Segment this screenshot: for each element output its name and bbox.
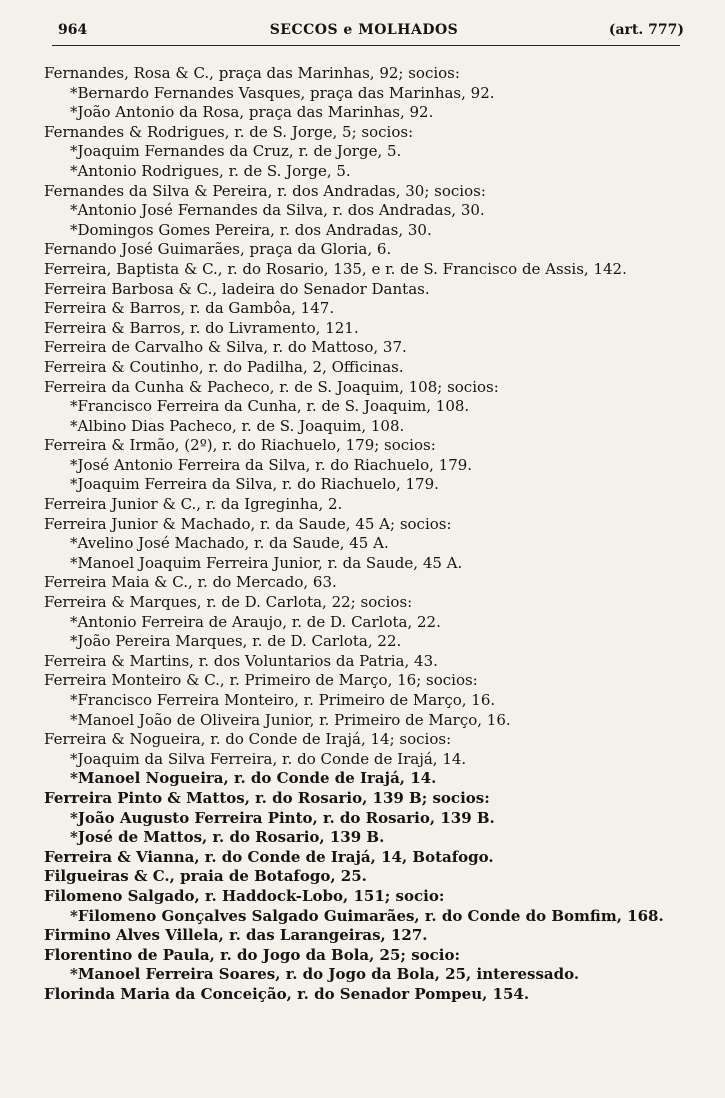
firm-entry: Ferreira Maia & C., r. do Mercado, 63. (44, 573, 337, 592)
firm-entry: Fernando José Guimarães, praça da Gloria, 6. (44, 240, 392, 259)
partner-entry: *Domingos Gomes Pereira, r. dos Andradas, 30. (70, 220, 432, 239)
partner-entry: *João Augusto Ferreira Pinto, r. do Rosario, 139 B. (70, 808, 495, 827)
firm-entry: Ferreira & Coutinho, r. do Padilha, 2, Officinas. (44, 357, 404, 376)
firm-entry: Fernandes, Rosa & C., praça das Marinhas, 92; socios: (44, 64, 460, 82)
firm-entry: Ferreira & Vianna, r. do Conde de Irajá, 14, Botafogo. (44, 847, 494, 866)
firm-entry: Ferreira Junior & C., r. da Igreginha, 2. (44, 495, 343, 514)
firm-entry: Ferreira Barbosa & C., ladeira do Senador Dantas. (44, 279, 430, 298)
page-header (44, 22, 684, 42)
directory-entries (44, 64, 694, 1005)
partner-entry: *Bernardo Fernandes Vasques, praça das Marinhas, 92. (70, 83, 495, 102)
partner-entry: *Manoel João de Oliveira Junior, r. Primeiro de Março, 16. (70, 710, 511, 729)
section-title: SECCOS e MOLHADOS (269, 22, 459, 38)
partner-entry: *Manoel Nogueira, r. do Conde de Irajá, 14. (70, 769, 437, 788)
firm-entry: Ferreira & Marques, r. de D. Carlota, 22; socios: (44, 593, 413, 612)
firm-entry: Ferreira Pinto & Mattos, r. do Rosario, 139 B; socios: (44, 788, 490, 807)
partner-entry: *Antonio Rodrigues, r. de S. Jorge, 5. (70, 161, 351, 180)
firm-entry: Florinda Maria da Conceição, r. do Senador Pompeu, 154. (44, 984, 530, 1003)
partner-entry: *Manoel Joaquim Ferreira Junior, r. da Saude, 45 A. (70, 553, 463, 572)
firm-entry: Ferreira Junior & Machado, r. da Saude, 45 A; socios: (44, 514, 452, 533)
partner-entry: *Albino Dias Pacheco, r. de S. Joaquim, 108. (70, 416, 405, 435)
partner-entry: *Filomeno Gonçalves Salgado Guimarães, r. do Conde do Bomfim, 168. (70, 906, 664, 925)
partner-entry: *Avelino José Machado, r. da Saude, 45 A. (70, 534, 389, 553)
firm-entry: Ferreira, Baptista & C., r. do Rosario, 135, e r. de S. Francisco de Assis, 142. (44, 259, 627, 278)
partner-entry: *José Antonio Ferreira da Silva, r. do Riachuelo, 179. (70, 455, 473, 474)
partner-entry: *Antonio José Fernandes da Silva, r. dos Andradas, 30. (70, 201, 485, 220)
article-reference: (art. 777) (608, 22, 684, 38)
partner-entry: *Francisco Ferreira Monteiro, r. Primeiro de Março, 16. (70, 691, 496, 709)
partner-entry: *Joaquim Fernandes da Cruz, r. de Jorge, 5. (70, 142, 402, 161)
partner-entry: *José de Mattos, r. do Rosario, 139 B. (70, 828, 385, 847)
partner-entry: *Manoel Ferreira Soares, r. do Jogo da Bola, 25, interessado. (70, 965, 580, 984)
partner-entry: *João Pereira Marques, r. de D. Carlota, 22. (70, 632, 402, 651)
firm-entry: Filomeno Salgado, r. Haddock-Lobo, 151; socio: (44, 886, 445, 905)
firm-entry: Firmino Alves Villela, r. das Larangeiras, 127. (44, 926, 428, 945)
partner-entry: *Francisco Ferreira da Cunha, r. de S. Joaquim, 108. (70, 397, 470, 416)
partner-entry: *Antonio Ferreira de Araujo, r. de D. Carlota, 22. (70, 612, 441, 631)
firm-entry: Ferreira de Carvalho & Silva, r. do Mattoso, 37. (44, 338, 407, 357)
firm-entry: Ferreira & Barros, r. do Livramento, 121. (44, 318, 359, 337)
firm-entry: Ferreira & Irmão, (2º), r. do Riachuelo, 179; socios: (44, 436, 436, 455)
firm-entry: Fernandes da Silva & Pereira, r. dos Andradas, 30; socios: (44, 181, 486, 200)
firm-entry: Ferreira & Barros, r. da Gambôa, 147. (44, 299, 335, 318)
header-rule (52, 45, 680, 46)
firm-entry: Florentino de Paula, r. do Jogo da Bola, 25; socio: (44, 945, 461, 964)
firm-entry: Ferreira Monteiro & C., r. Primeiro de Março, 16; socios: (44, 671, 478, 690)
firm-entry: Ferreira & Nogueira, r. do Conde de Irajá, 14; socios: (44, 730, 452, 749)
firm-entry: Filgueiras & C., praia de Botafogo, 25. (44, 867, 367, 886)
firm-entry: Ferreira da Cunha & Pacheco, r. de S. Joaquim, 108; socios: (44, 377, 499, 396)
partner-entry: *Joaquim da Silva Ferreira, r. do Conde de Irajá, 14. (70, 749, 467, 768)
partner-entry: *João Antonio da Rosa, praça das Marinhas, 92. (70, 103, 434, 122)
partner-entry: *Joaquim Ferreira da Silva, r. do Riachuelo, 179. (70, 475, 439, 494)
firm-entry: Fernandes & Rodrigues, r. de S. Jorge, 5; socios: (44, 122, 414, 141)
firm-entry: Ferreira & Martins, r. dos Voluntarios da Patria, 43. (44, 651, 438, 670)
page-number: 964 (58, 22, 88, 38)
